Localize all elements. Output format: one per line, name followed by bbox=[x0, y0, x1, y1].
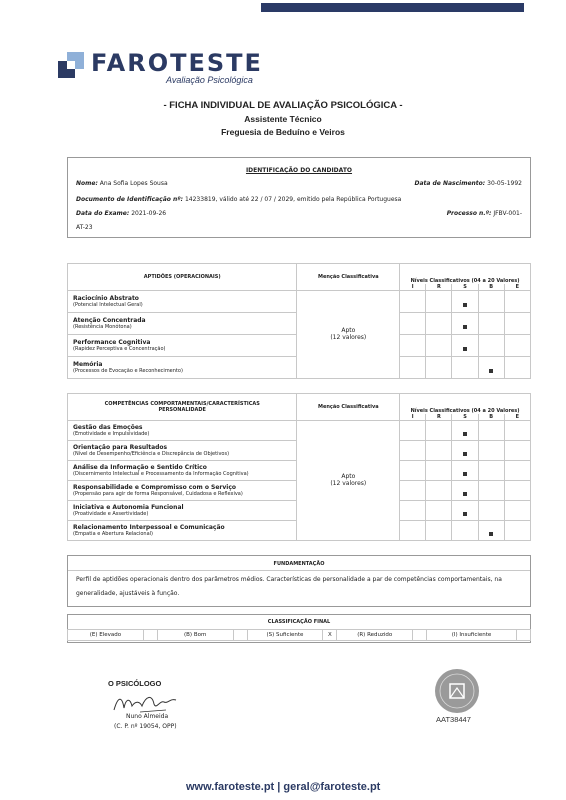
competencies-header bbox=[68, 394, 297, 421]
candidate-name-value: Ana Sofia Lopes Sousa bbox=[99, 180, 168, 187]
candidate-process-row bbox=[447, 210, 522, 217]
candidate-name-label: Nome: bbox=[76, 180, 98, 187]
final-option-r-mark bbox=[413, 630, 427, 641]
competencies-mention-header: Menção Classificativa bbox=[297, 394, 400, 421]
aptitudes-level-s: S bbox=[452, 284, 478, 291]
competencies-level-e: E bbox=[504, 414, 530, 421]
foundation-text-line1: Perfil de aptidões operacionais dentro dos parâmetros médios. Características de personalidade a par de competências comportamentais, na bbox=[76, 576, 502, 583]
competency-name: Análise da Informação e Sentido Crítico bbox=[73, 463, 207, 471]
competencies-level-i: I bbox=[400, 414, 426, 421]
competency-item bbox=[68, 420, 297, 440]
brand-name: FAROTESTE bbox=[91, 49, 263, 77]
competencies-levels-header: Níveis Classificativos (04 a 20 Valores) bbox=[400, 394, 531, 414]
aptitude-desc: (Processos de Evocação e Reconhecimento) bbox=[73, 367, 183, 374]
final-classification-options bbox=[67, 629, 531, 641]
aptitudes-level-b: B bbox=[478, 284, 504, 291]
competency-name: Relacionamento Interpessoal e Comunicação bbox=[73, 523, 225, 531]
level-marker bbox=[463, 347, 467, 351]
brand-subtitle: Avaliação Psicológica bbox=[166, 75, 253, 85]
final-option-i: (I) Insuficiente bbox=[427, 630, 517, 641]
final-classification-title: CLASSIFICAÇÃO FINAL bbox=[267, 619, 331, 625]
candidate-process-continuation: AT-23 bbox=[76, 224, 93, 231]
competency-desc: (Proatividade e Assertividade) bbox=[73, 510, 149, 517]
final-option-b: (B) Bom bbox=[157, 630, 233, 641]
candidate-birth-label: Data de Nascimento: bbox=[414, 180, 486, 187]
competency-item bbox=[68, 520, 297, 540]
candidate-exam-value: 2021-09-26 bbox=[131, 210, 167, 217]
candidate-document-value: 14233819, válido até 22 / 07 / 2029, emitido pela República Portuguesa bbox=[184, 196, 402, 203]
competencies-mention: Apto bbox=[341, 473, 356, 480]
competency-item bbox=[68, 500, 297, 520]
document-location: Freguesia de Beduíno e Veiros bbox=[221, 127, 345, 137]
foundation-divider bbox=[68, 570, 530, 571]
aptitude-desc: (Rapidez Perceptiva e Concentração) bbox=[73, 345, 166, 352]
foundation-box bbox=[67, 555, 531, 607]
aptitudes-header: APTIDÕES (OPERACIONAIS) bbox=[68, 264, 297, 291]
top-decorative-bar bbox=[261, 3, 524, 12]
aptitude-item bbox=[68, 290, 297, 312]
aptitude-item bbox=[68, 334, 297, 356]
faroteste-logo-icon bbox=[58, 52, 84, 78]
aptitudes-mention: Apto bbox=[341, 327, 356, 334]
seal-code: AAT38447 bbox=[436, 715, 471, 724]
aptitude-item bbox=[68, 356, 297, 378]
competency-desc: (Propensão para agir de forma Responsável, Cuidadosa e Reflexiva) bbox=[73, 490, 243, 497]
candidate-section-title: IDENTIFICAÇÃO DO CANDIDATO bbox=[245, 167, 353, 174]
aptitude-item bbox=[68, 312, 297, 334]
competency-item bbox=[68, 480, 297, 500]
competency-item bbox=[68, 460, 297, 480]
level-marker bbox=[489, 532, 493, 536]
competency-desc: (Nível de Desempenho/Eficiência e Discrepância de Objetivos) bbox=[73, 450, 230, 457]
competency-name: Gestão das Emoções bbox=[73, 423, 143, 431]
aptitudes-mention-cell bbox=[297, 290, 400, 378]
candidate-process-value: JFBV-001- bbox=[493, 210, 522, 217]
aptitudes-level-r: R bbox=[426, 284, 452, 291]
competencies-table bbox=[67, 393, 531, 541]
psychologist-license: (C. P. nº 19054, OPP) bbox=[114, 723, 177, 730]
competency-name: Iniciativa e Autonomia Funcional bbox=[73, 503, 184, 511]
final-option-s-mark: X bbox=[323, 630, 337, 641]
candidate-birth-row bbox=[414, 180, 522, 187]
candidate-process-label: Processo n.º: bbox=[446, 210, 492, 217]
level-marker bbox=[463, 303, 467, 307]
aptitudes-mention-header: Menção Classificativa bbox=[297, 264, 400, 291]
candidate-identification-box bbox=[67, 157, 531, 238]
aptitude-name: Raciocínio Abstrato bbox=[73, 294, 139, 302]
competencies-mention-cell bbox=[297, 420, 400, 540]
level-marker bbox=[463, 472, 467, 476]
footer-contact[interactable]: www.faroteste.pt | geral@faroteste.pt bbox=[186, 781, 381, 793]
table-row bbox=[68, 630, 531, 641]
level-marker bbox=[463, 325, 467, 329]
aptitude-name: Performance Cognitiva bbox=[73, 338, 151, 346]
aptitude-desc: (Resistência Monótona) bbox=[73, 323, 132, 330]
psychologist-label: O PSICÓLOGO bbox=[108, 679, 162, 688]
competency-desc: (Empatia e Abertura Relacional) bbox=[73, 530, 153, 537]
authentication-seal-icon bbox=[434, 668, 480, 714]
document-title: - FICHA INDIVIDUAL DE AVALIAÇÃO PSICOLÓGICA - bbox=[163, 100, 403, 111]
final-option-e-mark bbox=[143, 630, 157, 641]
competencies-level-s: S bbox=[452, 414, 478, 421]
candidate-document-label: Documento de Identificação nº: bbox=[76, 196, 184, 203]
document-role: Assistente Técnico bbox=[244, 114, 322, 124]
aptitudes-level-e: E bbox=[504, 284, 530, 291]
competency-desc: (Discernimento Intelectual e Processamento da Informação Cognitiva) bbox=[73, 470, 249, 477]
competencies-score: (12 valores) bbox=[330, 480, 367, 487]
competencies-header-line1: COMPETÊNCIAS COMPORTAMENTAIS/CARACTERÍSTICAS bbox=[104, 400, 260, 407]
final-option-b-mark bbox=[233, 630, 247, 641]
competencies-level-r: R bbox=[426, 414, 452, 421]
competency-name: Orientação para Resultados bbox=[73, 443, 168, 451]
aptitude-name: Atenção Concentrada bbox=[73, 316, 146, 324]
foundation-text-line2: generalidade, ajustáveis à função. bbox=[76, 590, 180, 597]
aptitude-name: Memória bbox=[73, 360, 103, 368]
aptitude-desc: (Potencial Intelectual Geral) bbox=[73, 301, 143, 308]
foundation-title: FUNDAMENTAÇÃO bbox=[273, 561, 325, 567]
level-marker bbox=[489, 369, 493, 373]
competency-desc: (Emotividade e Impulsividade) bbox=[73, 430, 150, 437]
candidate-name-row bbox=[76, 180, 168, 187]
aptitudes-score: (12 valores) bbox=[330, 334, 367, 341]
candidate-birth-value: 30-05-1992 bbox=[487, 180, 522, 187]
competencies-header-line2: PERSONALIDADE bbox=[158, 406, 206, 413]
level-marker bbox=[463, 452, 467, 456]
aptitudes-level-i: I bbox=[400, 284, 426, 291]
candidate-exam-row bbox=[76, 210, 166, 217]
table-row bbox=[68, 290, 531, 312]
aptitudes-table bbox=[67, 263, 531, 379]
candidate-document-row bbox=[76, 196, 401, 203]
final-option-s: (S) Suficiente bbox=[247, 630, 323, 641]
level-marker bbox=[463, 492, 467, 496]
final-option-r: (R) Reduzido bbox=[337, 630, 413, 641]
level-marker bbox=[463, 432, 467, 436]
candidate-exam-label: Data do Exame: bbox=[76, 210, 130, 217]
table-row bbox=[68, 420, 531, 440]
level-marker bbox=[463, 512, 467, 516]
competency-item bbox=[68, 440, 297, 460]
competencies-level-b: B bbox=[478, 414, 504, 421]
competency-name: Responsabilidade e Compromisso com o Serviço bbox=[73, 483, 237, 491]
psychologist-name: Nuno Almeida bbox=[126, 713, 169, 720]
aptitudes-levels-header: Níveis Classificativos (04 a 20 Valores) bbox=[400, 264, 531, 284]
final-option-i-mark bbox=[516, 630, 530, 641]
final-option-e: (E) Elevado bbox=[68, 630, 144, 641]
